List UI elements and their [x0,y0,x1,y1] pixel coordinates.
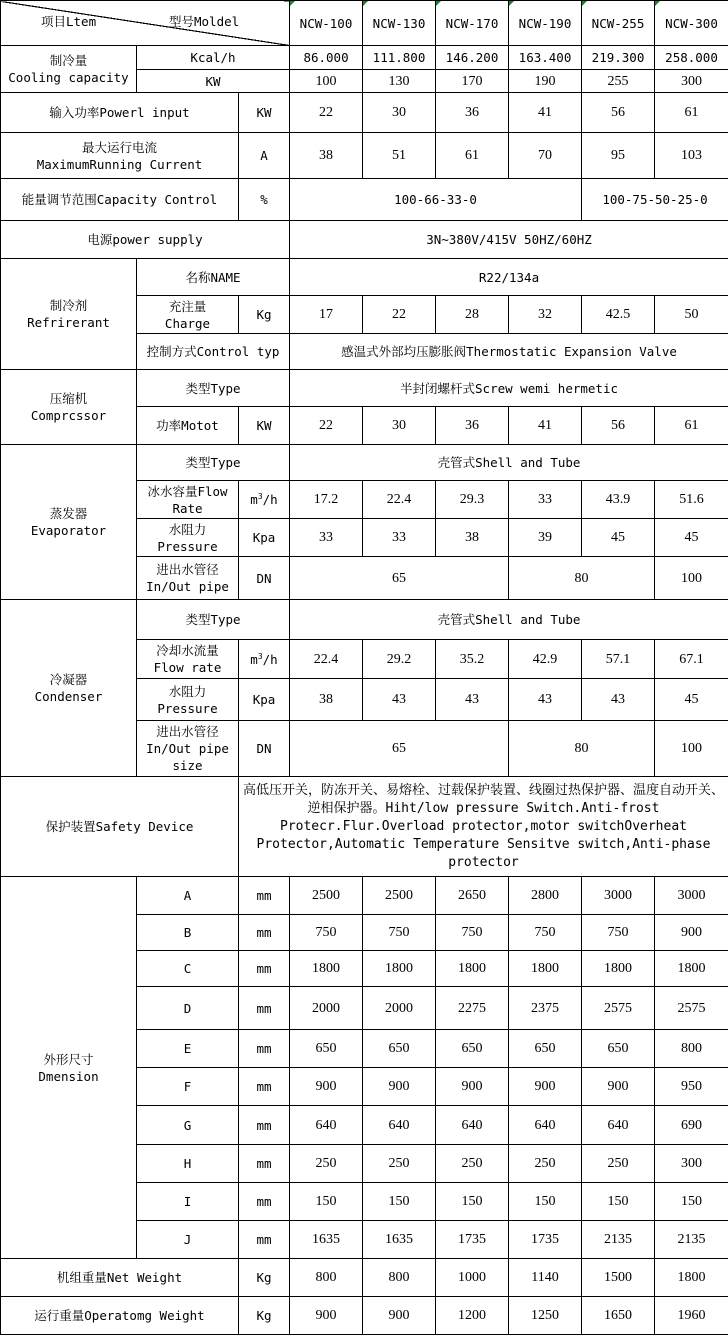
compressor-motor-label: 功率Motot [137,407,239,445]
evaporator-res-label [137,519,239,557]
power-input-value: 41 [509,93,582,133]
cooling-kcal-value: 219.300 [582,46,655,70]
dimension-value: 2650 [436,877,509,915]
dimension-unit: mm [239,1145,290,1183]
evaporator-res-value: 39 [509,519,582,557]
refrigerant-charge-value: 22 [363,296,436,334]
capacity-control-value-a: 100-66-33-0 [290,179,582,221]
dimension-value: 2135 [582,1221,655,1259]
evaporator-flow-value: 51.6 [655,481,728,519]
dimension-row [1,877,728,915]
evaporator-label-en: Evaporator [30,523,107,538]
current-value: 51 [363,133,436,179]
power-supply-row [1,221,728,259]
dimension-value: 2500 [290,877,363,915]
dimension-value: 3000 [655,877,728,915]
dimension-value: 1635 [363,1221,436,1259]
dimension-key: A [137,877,239,915]
dimension-value: 1800 [290,951,363,987]
evaporator-flow-unit [239,481,290,519]
dimension-value: 750 [363,915,436,951]
dimension-value: 1800 [436,951,509,987]
compressor-type-label: 类型Type [137,370,290,407]
evaporator-type-row [1,445,728,481]
dimension-value: 250 [436,1145,509,1183]
refrigerant-charge-value: 50 [655,296,728,334]
net-weight-value: 1500 [582,1259,655,1297]
power-input-value: 36 [436,93,509,133]
refrigerant-charge-label [137,296,239,334]
dimension-unit: mm [239,1068,290,1106]
condenser-flow-cn: 冷却水流量 [156,643,219,658]
dimension-value: 250 [582,1145,655,1183]
dimension-value: 150 [655,1183,728,1221]
condenser-pipe-cn: 进出水管径 [156,724,219,739]
condenser-res-label [137,679,239,721]
model-header: NCW-170 [436,1,509,46]
condenser-res-unit: Kpa [239,679,290,721]
evaporator-pipe-label [137,557,239,600]
dimension-key: H [137,1145,239,1183]
dimension-key: D [137,987,239,1030]
capacity-control-label: 能量调节范围Capacity Control [1,179,239,221]
evaporator-flow-en: Rate [172,500,203,516]
dimension-value: 150 [582,1183,655,1221]
evaporator-pipe-en: In/Out pipe [146,579,229,594]
dimension-value: 900 [290,1068,363,1106]
model-header: NCW-300 [655,1,728,46]
dimension-value: 640 [509,1106,582,1145]
power-input-value: 30 [363,93,436,133]
dimension-value: 250 [290,1145,363,1183]
dimension-value: 640 [363,1106,436,1145]
dimension-value: 250 [509,1145,582,1183]
condenser-flow-en: Flow rate [153,660,222,675]
compressor-label-cn: 压缩机 [49,391,88,406]
unit-tail: /h [262,651,278,667]
evaporator-res-value: 38 [436,519,509,557]
dimension-label [1,877,137,1259]
dimension-key: B [137,915,239,951]
dimension-value: 250 [363,1145,436,1183]
dimension-label-cn: 外形尺寸 [43,1051,94,1067]
condenser-flow-value: 29.2 [363,640,436,679]
dimension-value: 2000 [363,987,436,1030]
model-header: NCW-190 [509,1,582,46]
compressor-motor-value: 61 [655,407,728,445]
dimension-value: 150 [363,1183,436,1221]
dimension-value: 750 [290,915,363,951]
compressor-type-row [1,370,728,407]
current-value: 103 [655,133,728,179]
model-header: NCW-130 [363,1,436,46]
dimension-value: 950 [655,1068,728,1106]
dimension-unit: mm [239,915,290,951]
condenser-pipe-en2: size [172,758,203,773]
cooling-kcal-value: 146.200 [436,46,509,70]
dimension-value: 2135 [655,1221,728,1259]
evaporator-label-cn: 蒸发器 [49,506,88,521]
refrigerant-charge-unit: Kg [239,296,290,334]
evaporator-type-value: 壳管式Shell and Tube [290,445,728,481]
dimension-value: 640 [290,1106,363,1145]
op-weight-unit: Kg [239,1297,290,1335]
dimension-value: 150 [436,1183,509,1221]
dimension-value: 750 [509,915,582,951]
evaporator-flow-value: 33 [509,481,582,519]
refrigerant-label-en: Refrirerant [27,315,110,330]
dimension-value: 1800 [363,951,436,987]
dimension-key: C [137,951,239,987]
current-label-en: MaximumRunning Current [36,156,203,172]
refrigerant-charge-value: 32 [509,296,582,334]
net-weight-value: 1800 [655,1259,728,1297]
dimension-value: 750 [582,915,655,951]
cooling-kw-value: 190 [509,70,582,93]
evaporator-flow-cn: 冰水容量Flow [147,483,228,499]
refrigerant-name-row [1,259,728,296]
dimension-value: 300 [655,1145,728,1183]
dimension-key: F [137,1068,239,1106]
op-weight-value: 900 [290,1297,363,1335]
dimension-key: J [137,1221,239,1259]
condenser-pipe-value: 65 [290,721,509,777]
evaporator-type-label: 类型Type [137,445,290,481]
safety-label: 保护装置Safety Device [1,777,239,877]
safety-row [1,777,728,877]
condenser-flow-value: 57.1 [582,640,655,679]
refrigerant-label-cn: 制冷剂 [49,298,88,313]
dimension-value: 640 [436,1106,509,1145]
compressor-motor-unit: KW [239,407,290,445]
refrigerant-name-value: R22/134a [290,259,728,296]
dimension-value: 750 [436,915,509,951]
evaporator-label [1,445,137,600]
condenser-label-cn: 冷凝器 [49,672,88,687]
capacity-control-unit: % [239,179,290,221]
unit-superscript: 3 [257,491,263,501]
net-weight-value: 1000 [436,1259,509,1297]
header-row [1,1,728,46]
evaporator-pipe-value: 80 [509,557,655,600]
dimension-value: 1800 [582,951,655,987]
evaporator-res-en: Pressure [157,538,218,554]
current-label-cn: 最大运行电流 [81,139,157,155]
condenser-flow-unit [239,640,290,679]
condenser-type-row [1,600,728,640]
current-value: 61 [436,133,509,179]
compressor-motor-value: 56 [582,407,655,445]
dimension-key: G [137,1106,239,1145]
op-weight-label: 运行重量Operatomg Weight [1,1297,239,1335]
dimension-value: 2275 [436,987,509,1030]
refrigerant-control-label: 控制方式Control typ [137,334,290,370]
evaporator-pipe-value: 100 [655,557,728,600]
condenser-res-value: 43 [509,679,582,721]
dimension-label-en: Dmension [38,1068,99,1084]
current-row [1,133,728,179]
compressor-motor-value: 30 [363,407,436,445]
evaporator-res-cn: 水阻力 [168,521,207,537]
net-weight-unit: Kg [239,1259,290,1297]
cooling-kw-value: 300 [655,70,728,93]
condenser-res-value: 45 [655,679,728,721]
evaporator-flow-label [137,481,239,519]
condenser-type-label: 类型Type [137,600,290,640]
net-weight-row [1,1259,728,1297]
dimension-value: 650 [582,1030,655,1068]
evaporator-flow-value: 43.9 [582,481,655,519]
dimension-value: 2575 [655,987,728,1030]
capacity-control-row [1,179,728,221]
evaporator-flow-value: 22.4 [363,481,436,519]
cooling-kw-value: 170 [436,70,509,93]
dimension-unit: mm [239,1221,290,1259]
dimension-value: 650 [363,1030,436,1068]
condenser-res-value: 38 [290,679,363,721]
power-input-value: 22 [290,93,363,133]
compressor-motor-value: 22 [290,407,363,445]
dimension-value: 150 [290,1183,363,1221]
op-weight-value: 1650 [582,1297,655,1335]
power-input-value: 56 [582,93,655,133]
dimension-value: 1800 [509,951,582,987]
condenser-res-value: 43 [436,679,509,721]
condenser-flow-value: 67.1 [655,640,728,679]
power-input-value: 61 [655,93,728,133]
condenser-label [1,600,137,777]
cooling-kcal-row [1,46,728,70]
dimension-value: 900 [655,915,728,951]
evaporator-res-value: 33 [290,519,363,557]
refrigerant-control-value: 感温式外部均压膨胀阀Thermostatic Expansion Valve [290,334,728,370]
dimension-value: 650 [290,1030,363,1068]
evaporator-res-value: 45 [582,519,655,557]
cooling-kw-value: 255 [582,70,655,93]
dimension-value: 150 [509,1183,582,1221]
current-value: 38 [290,133,363,179]
condenser-pipe-en1: In/Out pipe [146,741,229,756]
dimension-unit: mm [239,987,290,1030]
power-supply-label: 电源power supply [1,221,290,259]
evaporator-res-value: 33 [363,519,436,557]
condenser-res-cn: 水阻力 [168,683,207,699]
evaporator-flow-value: 17.2 [290,481,363,519]
refrigerant-name-label: 名称NAME [137,259,290,296]
compressor-type-value: 半封闭螺杆式Screw wemi hermetic [290,370,728,407]
compressor-label-en: Comprcssor [30,408,107,423]
compressor-motor-value: 41 [509,407,582,445]
refrigerant-label [1,259,137,370]
condenser-pipe-value: 80 [509,721,655,777]
dimension-value: 3000 [582,877,655,915]
op-weight-value: 1960 [655,1297,728,1335]
condenser-res-en: Pressure [157,700,218,716]
dimension-value: 690 [655,1106,728,1145]
unit-base: m [250,492,258,507]
dimension-value: 800 [655,1030,728,1068]
op-weight-value: 1250 [509,1297,582,1335]
compressor-motor-value: 36 [436,407,509,445]
dimension-unit: mm [239,1106,290,1145]
condenser-pipe-label [137,721,239,777]
dimension-key: E [137,1030,239,1068]
refrigerant-charge-en: Charge [164,315,211,331]
condenser-flow-value: 35.2 [436,640,509,679]
net-weight-value: 800 [363,1259,436,1297]
dimension-value: 650 [436,1030,509,1068]
unit-superscript: 3 [257,651,263,661]
op-weight-value: 900 [363,1297,436,1335]
current-label [1,133,239,179]
power-input-unit: KW [239,93,290,133]
evaporator-res-unit: Kpa [239,519,290,557]
current-unit: A [239,133,290,179]
current-value: 95 [582,133,655,179]
header-diagonal-cell [1,1,290,46]
current-value: 70 [509,133,582,179]
dimension-unit: mm [239,951,290,987]
cooling-kcal-value: 258.000 [655,46,728,70]
dimension-value: 2800 [509,877,582,915]
capacity-control-value-b: 100-75-50-25-0 [582,179,728,221]
op-weight-value: 1200 [436,1297,509,1335]
condenser-flow-value: 22.4 [290,640,363,679]
net-weight-value: 800 [290,1259,363,1297]
refrigerant-charge-value: 17 [290,296,363,334]
net-weight-value: 1140 [509,1259,582,1297]
dimension-value: 900 [582,1068,655,1106]
cooling-kw-unit: KW [137,70,290,93]
dimension-value: 2000 [290,987,363,1030]
net-weight-label: 机组重量Net Weight [1,1259,239,1297]
dimension-value: 1735 [436,1221,509,1259]
dimension-value: 2575 [582,987,655,1030]
dimension-value: 1635 [290,1221,363,1259]
unit-tail: /h [262,492,278,507]
evaporator-pipe-cn: 进出水管径 [156,562,219,577]
condenser-res-value: 43 [363,679,436,721]
refrigerant-charge-value: 28 [436,296,509,334]
dimension-value: 1800 [655,951,728,987]
unit-base: m [250,651,258,667]
dimension-value: 900 [509,1068,582,1106]
power-input-label: 输入功率Powerl input [1,93,239,133]
header-model-label: 型号Moldel [169,14,240,29]
dimension-value: 900 [436,1068,509,1106]
dimension-unit: mm [239,1030,290,1068]
condenser-pipe-value: 100 [655,721,728,777]
condenser-flow-value: 42.9 [509,640,582,679]
dimension-value: 2375 [509,987,582,1030]
refrigerant-charge-cn: 充注量 [168,298,207,314]
cooling-label [1,46,137,93]
cooling-kcal-value: 86.000 [290,46,363,70]
evaporator-res-value: 45 [655,519,728,557]
cooling-kcal-value: 111.800 [363,46,436,70]
header-item-label: 项目Ltem [41,14,97,29]
power-input-row [1,93,728,133]
power-supply-value: 3N~380V/415V 50HZ/60HZ [290,221,728,259]
dimension-value: 2500 [363,877,436,915]
condenser-label-en: Condenser [34,689,103,704]
condenser-type-value: 壳管式Shell and Tube [290,600,728,640]
op-weight-row [1,1297,728,1335]
condenser-pipe-unit: DN [239,721,290,777]
cooling-label-en: Cooling capacity [8,70,129,85]
evaporator-pipe-unit: DN [239,557,290,600]
model-header: NCW-100 [290,1,363,46]
dimension-value: 1735 [509,1221,582,1259]
cooling-kw-value: 130 [363,70,436,93]
safety-value: 高低压开关，防冻开关、易熔栓、过载保护装置、线圈过热保护器、温度自动开关、逆相保护器。Hiht/low pressure Switch.Anti-frost Protecr.Flur.Overload protector,motor switchOverheat Protector,Automatic Temperature Sensitve switch,Anti-phase protector [239,777,728,877]
dimension-unit: mm [239,877,290,915]
model-header: NCW-255 [582,1,655,46]
evaporator-flow-value: 29.3 [436,481,509,519]
condenser-flow-label [137,640,239,679]
dimension-unit: mm [239,1183,290,1221]
compressor-label [1,370,137,445]
evaporator-pipe-value: 65 [290,557,509,600]
cooling-kcal-value: 163.400 [509,46,582,70]
dimension-key: I [137,1183,239,1221]
cooling-label-cn: 制冷量 [49,53,88,68]
refrigerant-charge-value: 42.5 [582,296,655,334]
dimension-value: 650 [509,1030,582,1068]
cooling-kcal-unit: Kcal/h [137,46,290,70]
cooling-kw-value: 100 [290,70,363,93]
dimension-value: 900 [363,1068,436,1106]
dimension-value: 640 [582,1106,655,1145]
condenser-res-value: 43 [582,679,655,721]
